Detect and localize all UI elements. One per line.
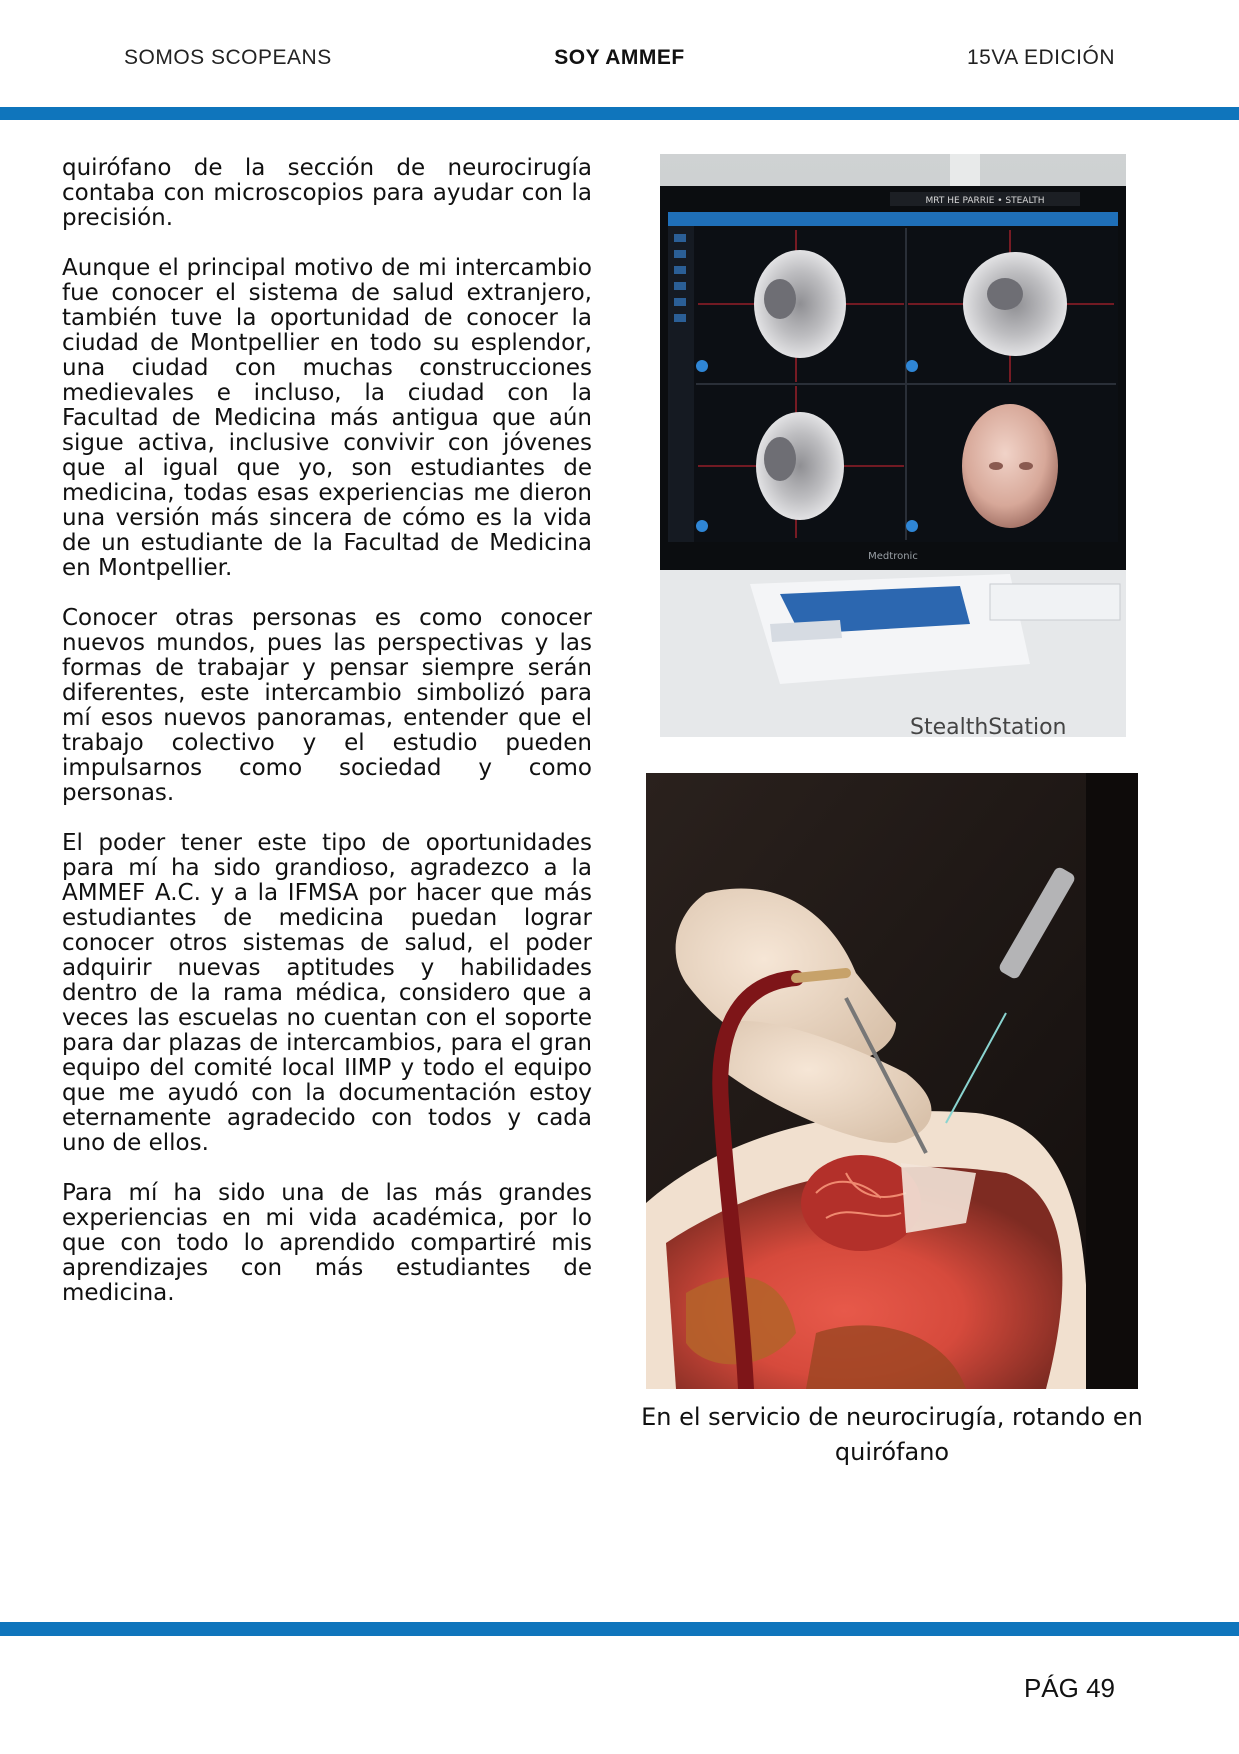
article-paragraph: El poder tener este tipo de oportunidades para mí ha sido grandioso, agradezco a la AMMEF A.C. y a la IFMSA por hacer que más estudiantes de medicina puedan lograr conocer otros sistemas de salud, el poder adquirir nuevas aptitudes y habilidades dentro de la rama médica, considero que a veces las escuelas no cuentan con el soporte para dar plazas de intercambios, para el gran equipo del comité local IIMP y todo el equipo que me ayudó con la documentación estoy eternamente agradecido con todos y cada uno de ellos. [62,830,592,1156]
article-paragraph: Para mí ha sido una de las más grandes experiencias en mi vida académica, por lo que con todo lo aprendido compartiré mis aprendizajes con más estudiantes de medicina. [62,1180,592,1306]
header-title: SOY AMMEF [554,46,685,69]
article-body [62,156,592,1331]
monitor-brand-text: Medtronic [868,551,918,562]
header-magazine-section: SOMOS SCOPEANS [124,46,332,69]
article-paragraph: Aunque el principal motivo de mi intercambio fue conocer el sistema de salud extranjero, también tuve la oportunidad de conocer la ciudad de Montpellier en todo su esplendor, una ciudad con muchas construcciones medievales e incluso, la ciudad con la Facultad de Medicina más antigua que aún sigue activa, inclusive convivir con jóvenes que al igual que yo, son estudiantes de medicina, todas esas experiencias me dieron una versión más sincera de cómo es la vida de un estudiante de la Facultad de Medicina en Montpellier. [62,255,592,581]
footer-accent-bar [0,1622,1239,1636]
neuronavigation-monitor-photo [660,154,1126,737]
monitor-banner-text: MRT HE PARRIE • STEALTH [925,196,1045,206]
article-paragraph: quirófano de la sección de neurocirugía contaba con microscopios para ayudar con la precisión. [62,155,592,231]
header-edition: 15VA EDICIÓN [967,46,1115,69]
neurosurgery-photo [646,773,1138,1389]
header-accent-bar [0,107,1239,120]
page-number: PÁG 49 [1023,1673,1115,1703]
page-header [0,0,1239,120]
station-label-text: StealthStation [910,715,1067,737]
photo-caption: En el servicio de neurocirugía, rotando en quirófano [641,1403,1143,1466]
article-paragraph: Conocer otras personas es como conocer nuevos mundos, pues las perspectivas y las formas de trabajar y pensar siempre serán diferentes, este intercambio simbolizó para mí esos nuevos panoramas, entender que el trabajo colectivo y el estudio pueden impulsarnos como sociedad y como personas. [62,605,592,806]
